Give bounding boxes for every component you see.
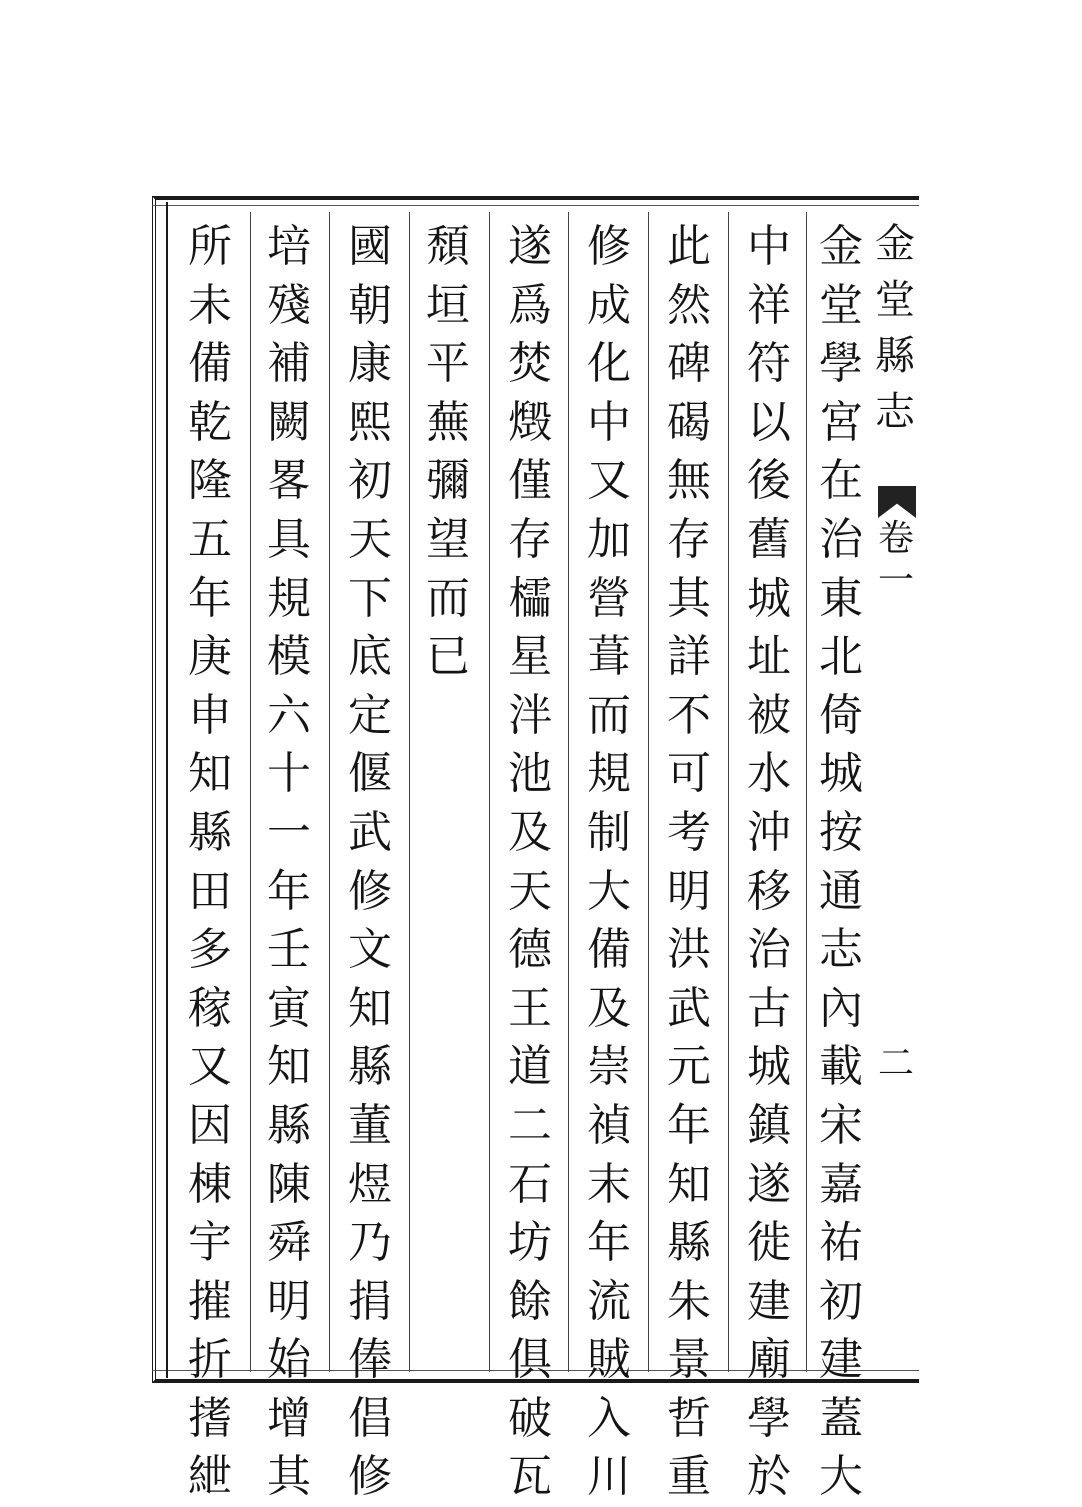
column-rule: [728, 212, 729, 1372]
margin-page-number: 二: [877, 1043, 914, 1084]
text-column: 金 堂 學 宮 在 治 東 北 倚 城 按 通 志 內 載 宋 嘉 祐 初 建 蓋 大: [819, 221, 863, 1503]
text-column: 修 成 化 中 又 加 營 葺 而 規 制 大 備 及 崇 禎 末 年 流 賊 入 川: [587, 221, 631, 1503]
column-rule: [409, 212, 410, 1372]
left-inner-rule: [166, 202, 168, 1378]
column-rule: [568, 212, 569, 1372]
column-rule: [329, 212, 330, 1372]
column-rule: [489, 212, 490, 1372]
margin-book-title: 金 堂 縣 志: [875, 221, 915, 435]
text-column: 國 朝 康 熙 初 天 下 底 定 偃 武 修 文 知 縣 董 煜 乃 捐 俸 倡 修: [348, 221, 392, 1503]
column-rule: [648, 212, 649, 1372]
text-column: 所 未 備 乾 隆 五 年 庚 申 知 縣 田 多 稼 又 因 棟 宇 摧 折 搘 紲: [188, 221, 232, 1503]
text-column: 頹 垣 平 蕪 彌 望 而 已: [426, 221, 470, 683]
margin-volume: 卷 一: [877, 518, 914, 601]
top-inner-rule: [152, 205, 919, 206]
column-rule: [250, 212, 251, 1372]
column-rule: [806, 212, 807, 1372]
text-column: 此 然 碑 碣 無 存 其 詳 不 可 考 明 洪 武 元 年 知 縣 朱 景 哲 重: [667, 221, 711, 1503]
text-column: 遂 爲 焚 燬 僅 存 櫺 星 泮 池 及 天 德 王 道 二 石 坊 餘 俱 破 瓦: [508, 221, 552, 1503]
text-column: 中 祥 符 以 後 舊 城 址 被 水 沖 移 治 古 城 鎮 遂 徙 建 廟 學 於: [747, 221, 791, 1503]
text-column: 培 殘 補 闕 畧 具 規 模 六 十 一 年 壬 寅 知 縣 陳 舜 明 始 增 其: [267, 221, 311, 1503]
